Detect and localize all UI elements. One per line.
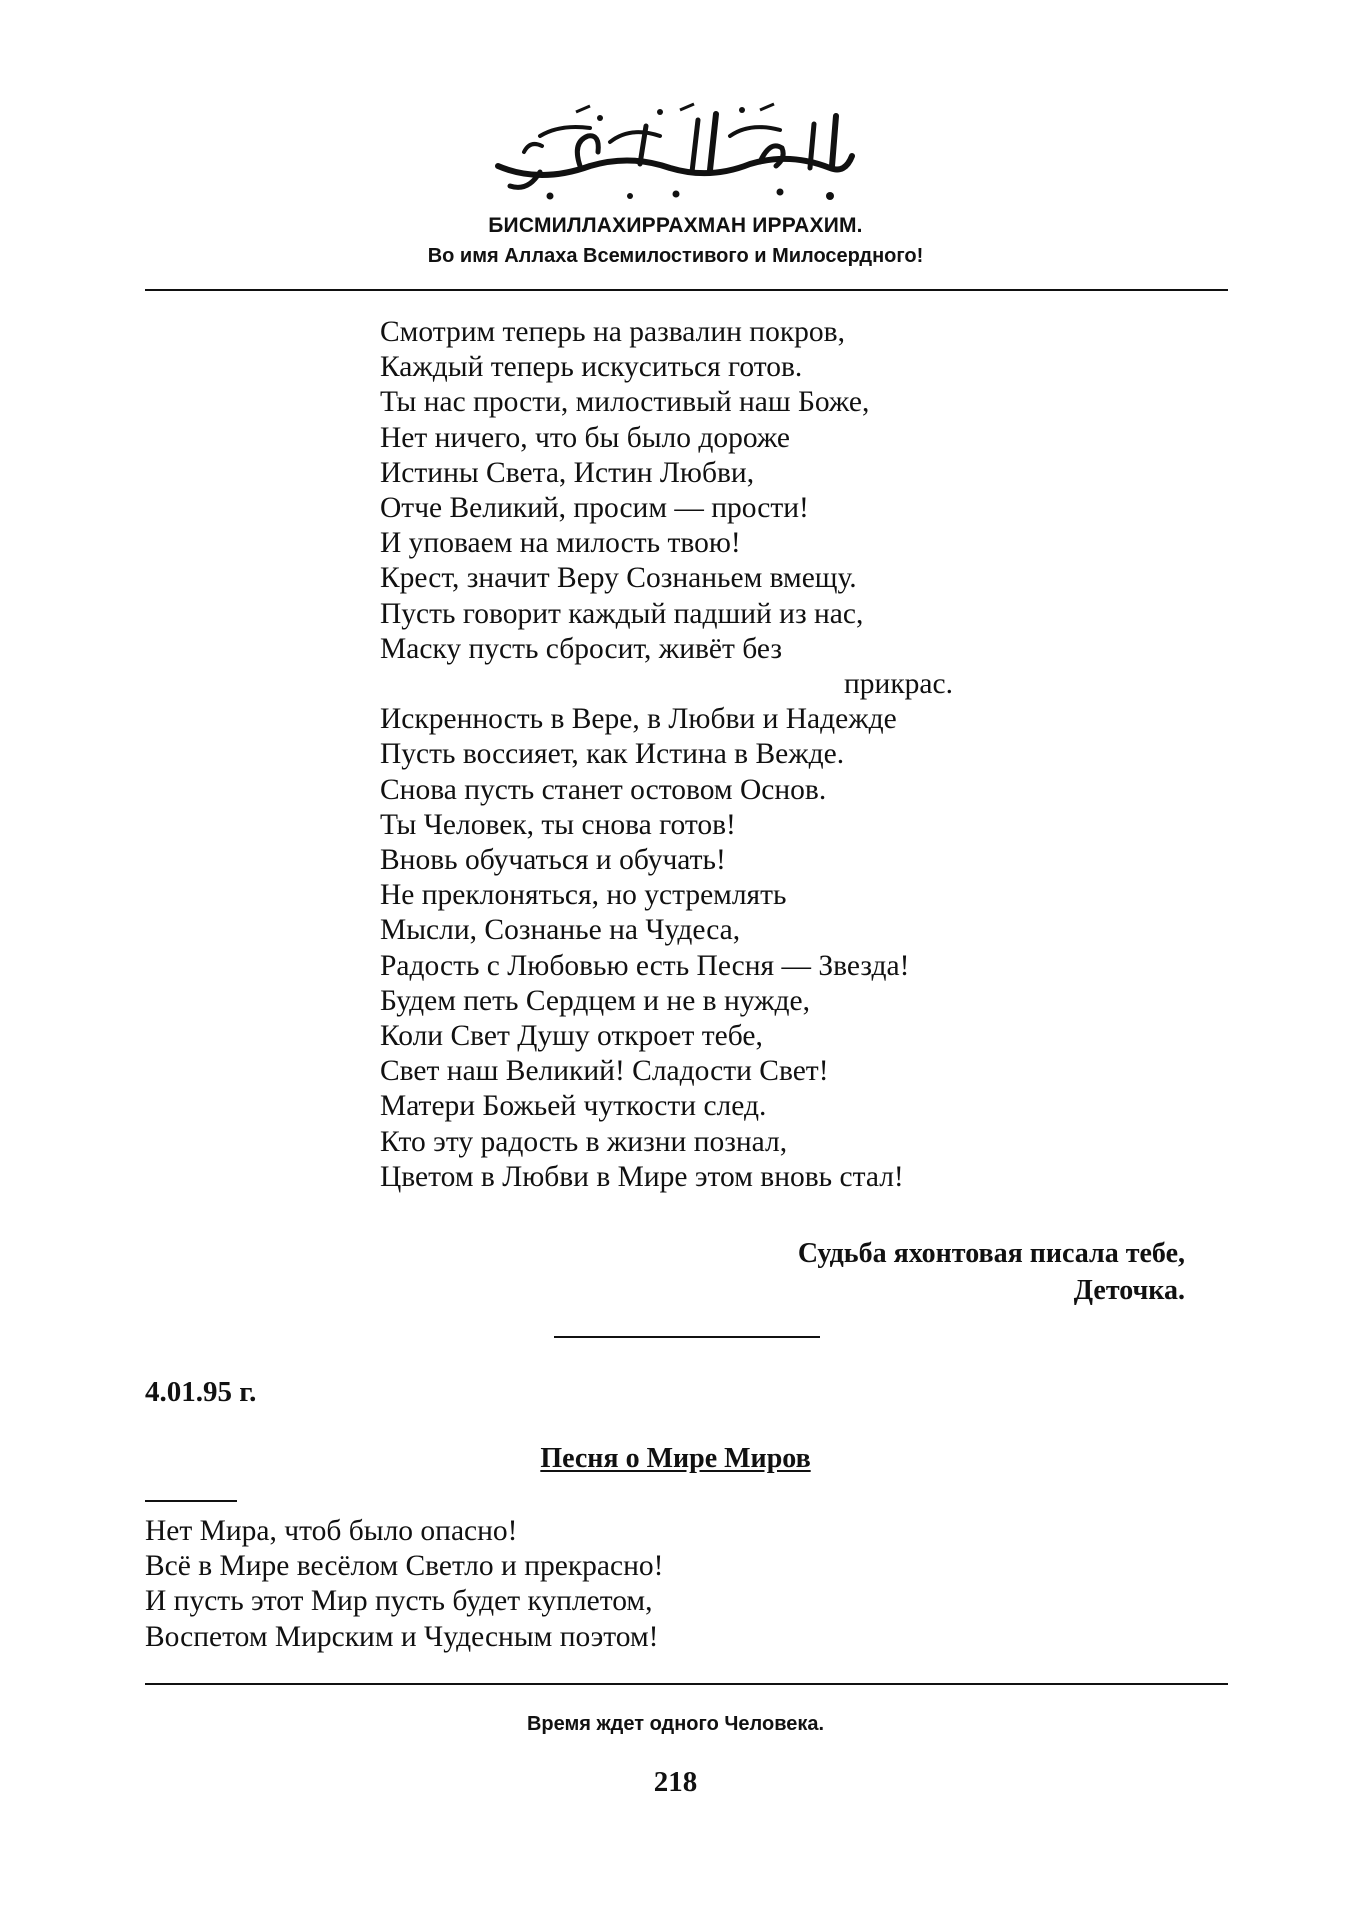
signature-line-2: Деточка.	[1073, 1275, 1185, 1306]
poem-line: Будем петь Сердцем и не в нужде,	[380, 984, 810, 1017]
poem-line: Матери Божьей чуткости след.	[380, 1090, 767, 1123]
footer-divider	[145, 1683, 1228, 1685]
poem	[380, 315, 1020, 1195]
poem-line: Кто эту радость в жизни познал,	[380, 1125, 788, 1158]
poem-line: Вновь обучаться и обучать!	[380, 844, 726, 877]
page-number: 218	[653, 1766, 698, 1798]
poem-line: И уповаем на милость твою!	[380, 527, 741, 560]
song-poem	[145, 1514, 1045, 1655]
entry-date: 4.01.95 г.	[145, 1376, 257, 1408]
basmala-transliteration: БИСМИЛЛАХИРРАХМАН ИРРАХИМ.	[488, 214, 863, 237]
poem-line: Снова пусть станет остовом Основ.	[380, 773, 827, 806]
poem-line: Маску пусть сбросит, живёт без	[380, 632, 782, 665]
poem-line: Ты Человек, ты снова готов!	[380, 808, 736, 841]
poem-line: Пусть говорит каждый падший из нас,	[380, 597, 864, 630]
poem-line: Не преклоняться, но устремлять	[380, 879, 787, 912]
song-line: Нет Мира, чтоб было опасно!	[145, 1515, 518, 1547]
poem-line: Радость с Любовью есть Песня — Звезда!	[380, 949, 910, 982]
poem-line: Крест, значит Веру Сознаньем вмещу.	[380, 562, 857, 595]
short-rule	[145, 1500, 237, 1502]
poem-line-continuation: прикрас.	[844, 668, 953, 701]
poem-line: Нет ничего, что бы было дороже	[380, 421, 790, 454]
header-divider	[145, 289, 1228, 291]
poem-line: Коли Свет Душу откроет тебе,	[380, 1020, 763, 1053]
poem-line: Каждый теперь искуситься готов.	[380, 351, 803, 384]
song-line: И пусть этот Мир пусть будет куплетом,	[145, 1585, 653, 1618]
footer-motto: Время ждет одного Человека.	[526, 1713, 825, 1735]
song-line: Воспетом Мирским и Чудесным поэтом!	[145, 1620, 659, 1653]
section-divider	[554, 1336, 820, 1338]
poem-line: Отче Великий, просим — прости!	[380, 492, 809, 525]
signature-line-1: Судьба яхонтовая писала тебе,	[797, 1238, 1185, 1269]
poem-line: Пусть воссияет, как Истина в Вежде.	[380, 738, 845, 771]
poem-line: Мысли, Сознанье на Чудеса,	[380, 914, 741, 947]
poem-line: Смотрим теперь на развалин покров,	[380, 316, 845, 348]
poem-line: Свет наш Великий! Сладости Свет!	[380, 1055, 829, 1088]
poem-line: Искренность в Вере, в Любви и Надежде	[380, 703, 897, 736]
poem-line: Ты нас прости, милостивый наш Боже,	[380, 386, 870, 419]
song-title: Песня о Мире Миров	[540, 1443, 811, 1474]
poem-line: Цветом в Любви в Мире этом вновь стал!	[380, 1160, 904, 1193]
basmala-translation: Во имя Аллаха Всемилостивого и Милосердного!	[427, 245, 924, 267]
arabic-calligraphy-icon	[480, 96, 870, 206]
poem-line: Истины Света, Истин Любви,	[380, 456, 755, 489]
song-line: Всё в Мире весёлом Светло и прекрасно!	[145, 1550, 664, 1583]
